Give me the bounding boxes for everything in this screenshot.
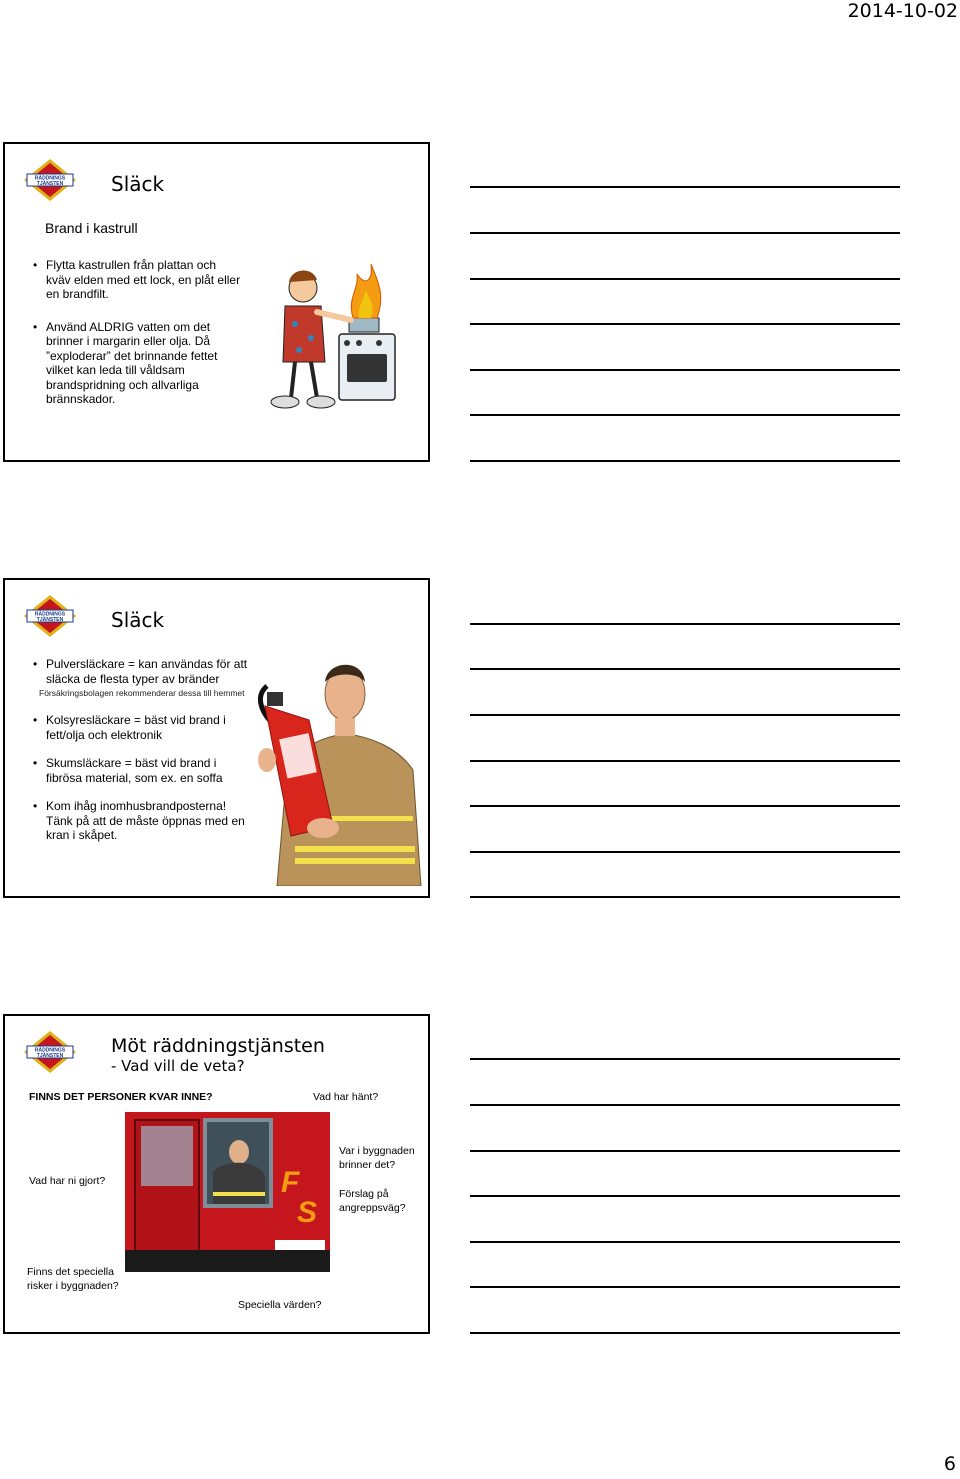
bullet-item: • Kolsyresläckare = bäst vid brand i fett/olja och elektronik [31, 713, 251, 742]
notes-line [470, 1195, 900, 1197]
svg-text:F: F [281, 1166, 300, 1199]
svg-text:RÄDDNINGS: RÄDDNINGS [34, 611, 66, 618]
notes-line [470, 1241, 900, 1243]
slide-brand-i-kastrull [3, 142, 430, 462]
notes-line [470, 323, 900, 325]
fire-truck-cab-photo [125, 1112, 330, 1272]
raddningstjansten-logo [23, 1030, 77, 1074]
slide-mot-raddningstjansten [3, 1014, 430, 1334]
notes-line [470, 714, 900, 716]
notes-line [470, 1058, 900, 1060]
notes-line [470, 896, 900, 898]
notes-line [470, 1150, 900, 1152]
slide-title: Släck [111, 608, 165, 632]
page-date: 2014-10-02 [847, 0, 958, 22]
question-attack-route: Förslag på angreppsväg? [339, 1188, 406, 1214]
notes-line [470, 414, 900, 416]
svg-text:RÄDDNINGS: RÄDDNINGS [34, 175, 66, 182]
notes-line [470, 1104, 900, 1106]
firefighter-with-extinguisher-photo [237, 650, 422, 886]
raddningstjansten-logo [23, 594, 77, 638]
slide-title: Möt räddningstjänsten [111, 1035, 325, 1057]
raddningstjansten-logo [23, 158, 77, 202]
page-number: 6 [943, 1453, 956, 1475]
bullet-list [31, 258, 241, 407]
notes-line [470, 369, 900, 371]
notes-line [470, 1286, 900, 1288]
svg-text:RÄDDNINGS: RÄDDNINGS [34, 1047, 66, 1054]
question-special-risks: Finns det speciella risker i byggnaden? [27, 1266, 119, 1292]
svg-text:S: S [297, 1196, 318, 1229]
bullet-item: • Kom ihåg inomhusbrandposterna! Tänk på att de måste öppnas med en kran i skåpet. [31, 799, 251, 843]
question-what-done: Vad har ni gjort? [29, 1175, 106, 1187]
bullet-note: Försäkringsbolagen rekommenderar dessa till hemmet [39, 688, 245, 698]
question-persons-inside: FINNS DET PERSONER KVAR INNE? [29, 1091, 213, 1103]
notes-line [470, 1332, 900, 1334]
slide-subheading: Brand i kastrull [45, 220, 138, 236]
svg-text:TJÄNSTEN: TJÄNSTEN [36, 617, 64, 623]
slide-title: Släck [111, 172, 165, 196]
kitchen-fire-cartoon [255, 254, 405, 414]
notes-line [470, 760, 900, 762]
bullet-item: • Pulversläckare = kan användas för att släcka de flesta typer av bränder [31, 657, 251, 686]
bullet-item: • Flytta kastrullen från plattan och kväv elden med ett lock, en plåt eller en brandfilt. [31, 258, 241, 302]
notes-line [470, 232, 900, 234]
notes-line [470, 851, 900, 853]
notes-line [470, 668, 900, 670]
bullet-list [31, 657, 251, 843]
svg-text:TJÄNSTEN: TJÄNSTEN [36, 181, 64, 187]
bullet-item: • Skumsläckare = bäst vid brand i fibrösa material, som ex. en soffa [31, 756, 251, 785]
svg-text:TJÄNSTEN: TJÄNSTEN [36, 1053, 64, 1059]
slide-subtitle: - Vad vill de veta? [111, 1057, 245, 1075]
question-special-values: Speciella värden? [238, 1299, 322, 1311]
question-where-burning: Var i byggnaden brinner det? [339, 1145, 415, 1171]
question-what-happened: Vad har hänt? [313, 1091, 379, 1103]
notes-line [470, 460, 900, 462]
notes-line [470, 186, 900, 188]
bullet-item: • Använd ALDRIG vatten om det brinner i margarin eller olja. Då ”exploderar” det brinnande fettet vilket kan leda till våldsam brandspridning och allvarliga brännskador. [31, 320, 241, 407]
notes-line [470, 623, 900, 625]
notes-line [470, 805, 900, 807]
slide-slack-extinguishers [3, 578, 430, 898]
notes-line [470, 278, 900, 280]
